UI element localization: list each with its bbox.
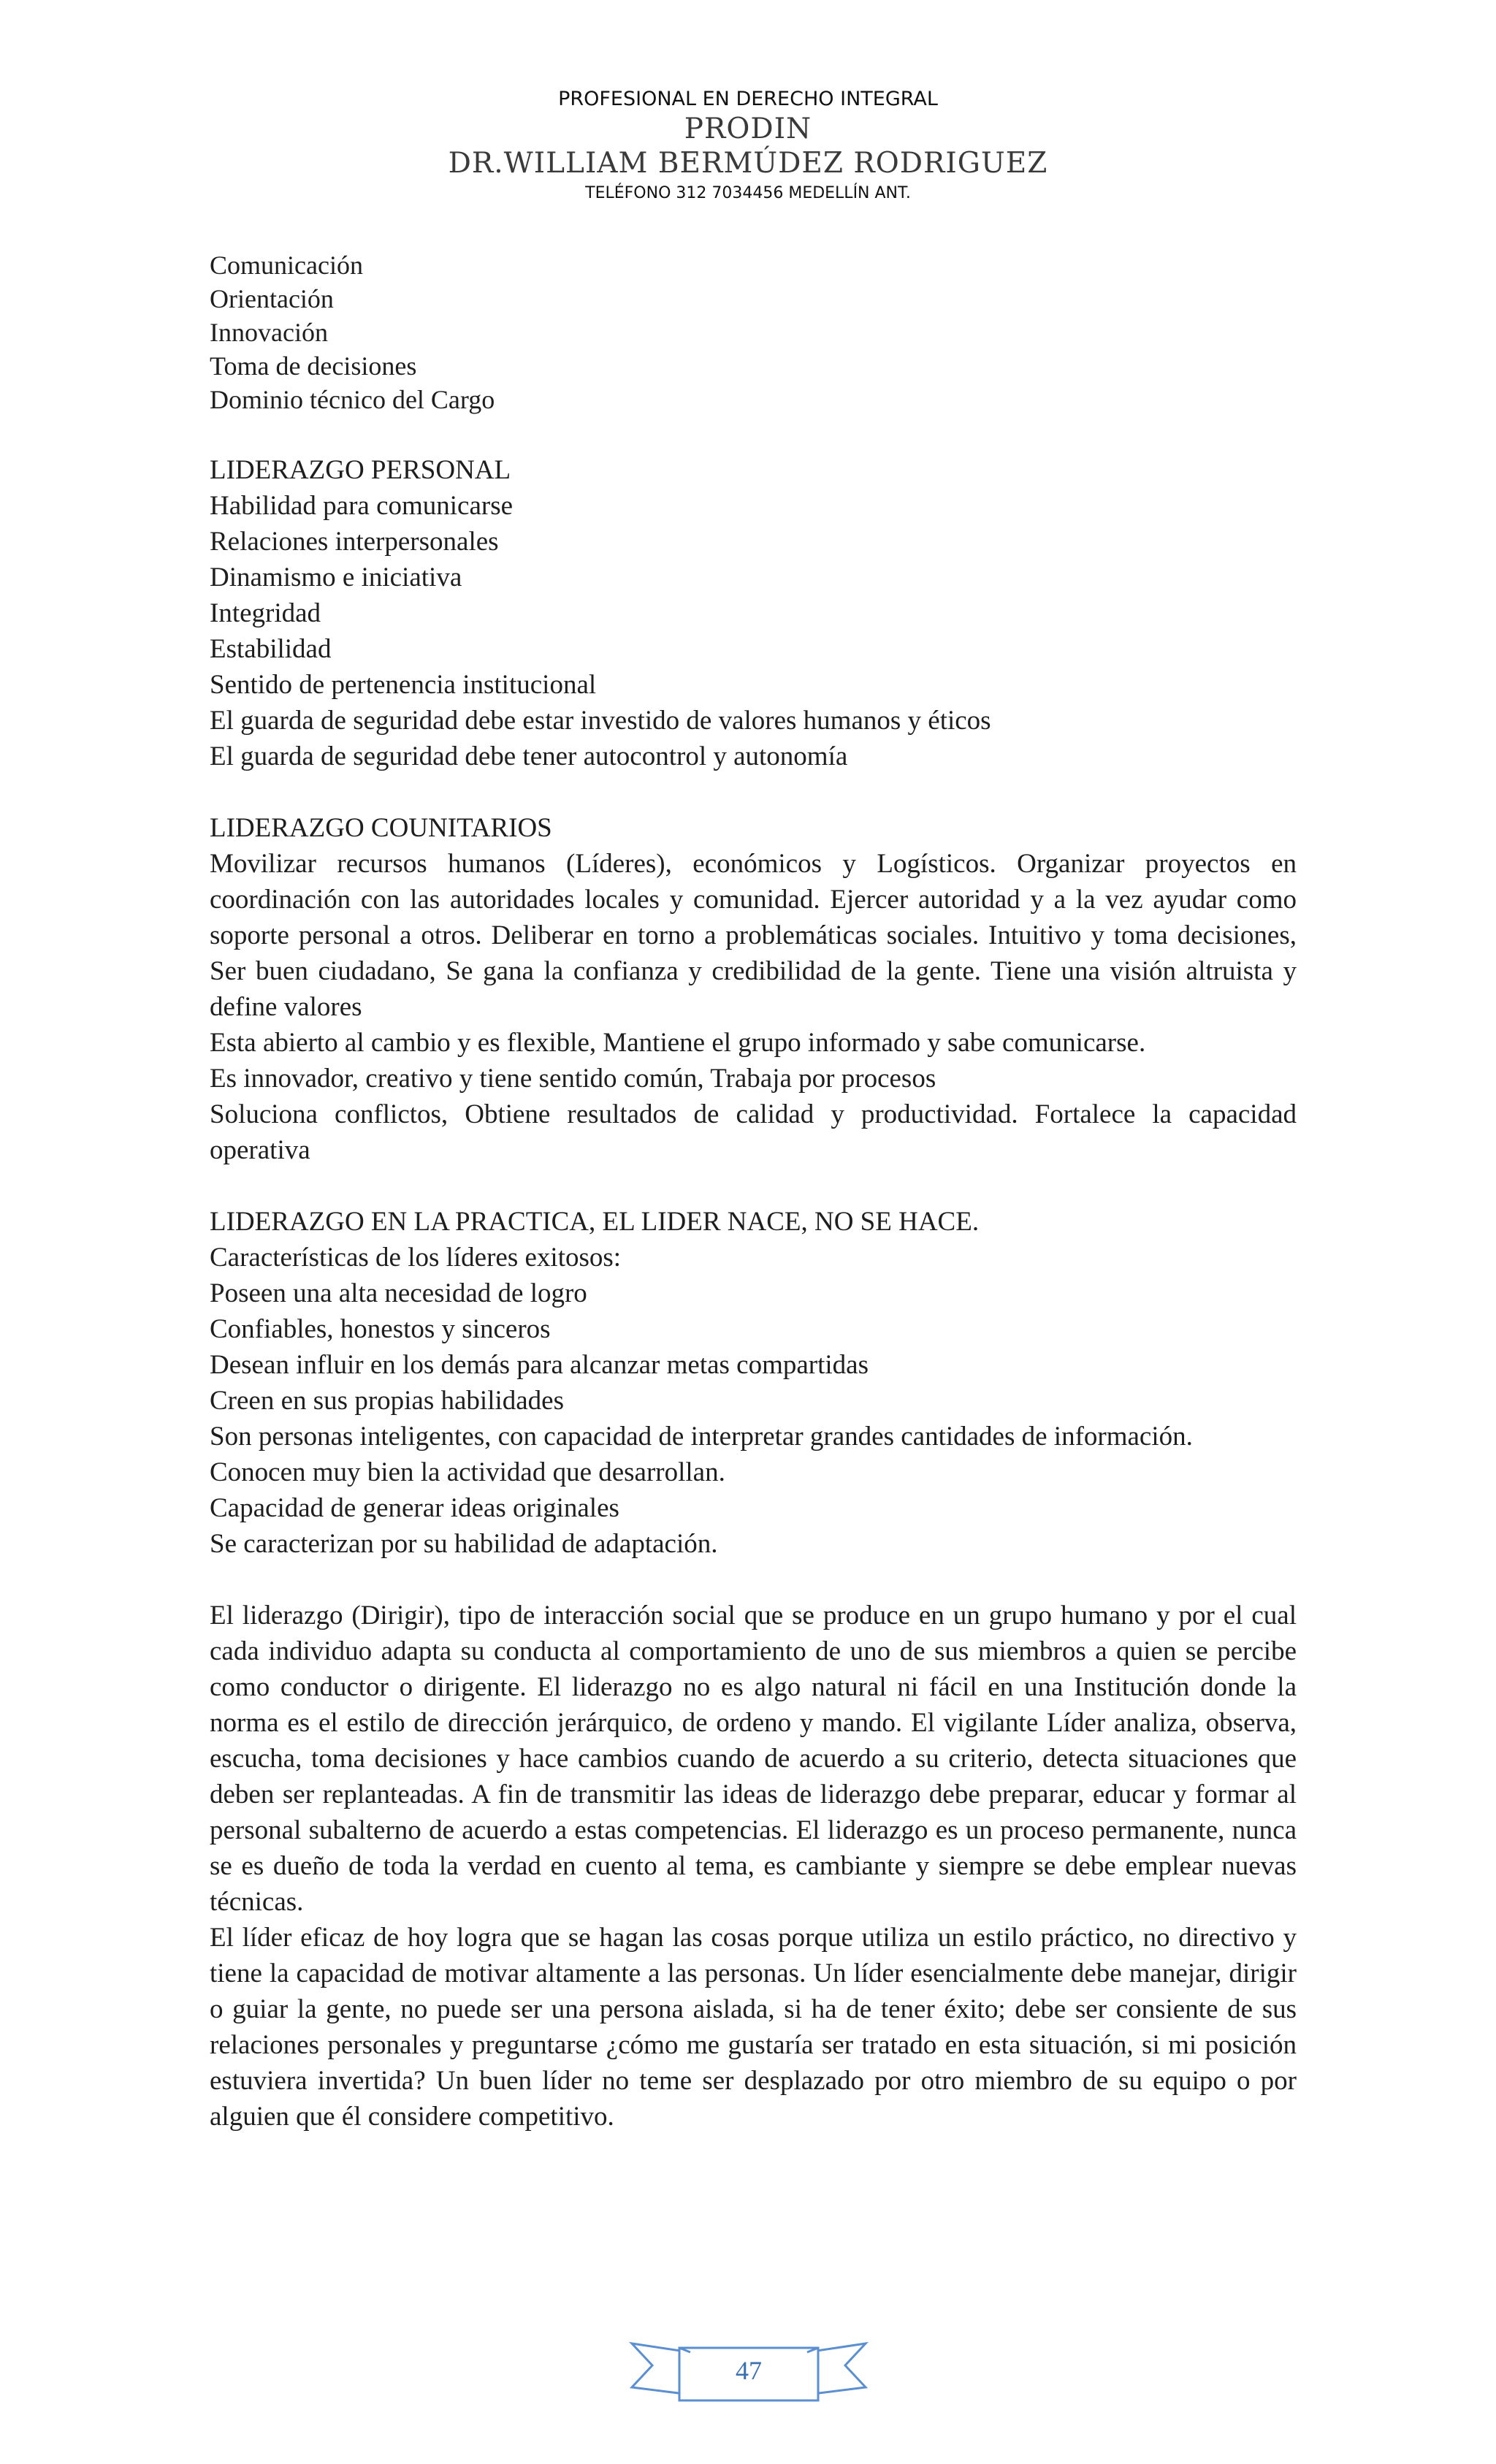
list-item: Se caracterizan por su habilidad de adaptación. (210, 1529, 718, 1559)
header-phone: TELÉFONO 312 7034456 MEDELLÍN ANT. (585, 184, 911, 202)
list-item: El guarda de seguridad debe estar investido de valores humanos y éticos (210, 706, 991, 736)
section-title: LIDERAZGO PERSONAL (210, 455, 511, 485)
list-item: Características de los líderes exitosos: (210, 1243, 622, 1273)
intro-list (210, 248, 1297, 416)
list-item: Estabilidad (210, 634, 332, 664)
paragraph: Esta abierto al cambio y es flexible, Mantiene el grupo informado y sabe comunicarse. (210, 1028, 1146, 1058)
header-firm-name: PROFESIONAL EN DERECHO INTEGRAL (558, 88, 938, 110)
page-header (0, 86, 1496, 206)
intro-item: Dominio técnico del Cargo (210, 385, 495, 414)
list-item: Sentido de pertenencia institucional (210, 670, 597, 700)
list-item: Relaciones interpersonales (210, 527, 499, 557)
list-item: Capacidad de generar ideas originales (210, 1493, 619, 1523)
paragraph: Es innovador, creativo y tiene sentido común, Trabaja por procesos (210, 1064, 936, 1094)
section-title: LIDERAZGO EN LA PRACTICA, EL LIDER NACE, NO SE HACE. (210, 1207, 980, 1237)
intro-item: Comunicación (210, 251, 363, 280)
list-item: Desean influir en los demás para alcanzar metas compartidas (210, 1350, 869, 1380)
list-item: Habilidad para comunicarse (210, 491, 514, 521)
section-liderazgo-comunitarios (210, 810, 1297, 1168)
list-item: Son personas inteligentes, con capacidad de interpretar grandes cantidades de información. (210, 1422, 1193, 1452)
paragraph: Movilizar recursos humanos (Líderes), económicos y Logísticos. Organizar proyectos en coordinación con las autoridades locales y comunidad. Ejercer autoridad y a la vez ayudar como soporte personal a otros. Deliberar en torno a problemáticas sociales. Intuitivo y toma decisiones, Ser buen ciudadano, Se gana la confianza y credibilidad de la gente. Tiene una visión altruista y define valores (210, 849, 1297, 1022)
paragraph: El liderazgo (Dirigir), tipo de interacción social que se produce en un grupo humano y por el cual cada individuo adapta su conducta al comportamiento de uno de sus miembros a quien se percibe como conductor o dirigente. El liderazgo no es algo natural ni fácil en una Institución donde la norma es el estilo de dirección jerárquico, de ordeno y mando. El vigilante Líder analiza, observa, escucha, toma decisiones y hace cambios cuando de acuerdo a su criterio, detecta situaciones que deben ser replanteadas. A fin de transmitir las ideas de liderazgo debe preparar, educar y formar al personal subalterno de acuerdo a estas competencias. El liderazgo es un proceso permanente, nunca se es dueño de toda la verdad en cuento al tema, es cambiante y siempre se debe emplear nuevas técnicas. (210, 1601, 1297, 1917)
list-item: Creen en sus propias habilidades (210, 1386, 564, 1416)
header-author: DR.WILLIAM BERMÚDEZ RODRIGUEZ (448, 147, 1048, 180)
paragraph: El líder eficaz de hoy logra que se hagan las cosas porque utiliza un estilo práctico, no directivo y tiene la capacidad de motivar altamente a las personas. Un líder esencialmente debe manejar, dirigir o guiar la gente, no puede ser una persona aislada, si ha de tener éxito; debe ser consiente de sus relaciones personales y preguntarse ¿cómo me gustaría ser tratado en esta situación, si mi posición estuviera invertida? Un buen líder no teme ser desplazado por otro miembro de su equipo o por alguien que él considere competitivo. (210, 1923, 1297, 2132)
closing-section (210, 1598, 1297, 2135)
intro-item: Orientación (210, 284, 334, 313)
list-item: Dinamismo e iniciativa (210, 562, 462, 592)
list-item: El guarda de seguridad debe tener autocontrol y autonomía (210, 741, 848, 771)
intro-item: Innovación (210, 318, 328, 347)
header-acronym: PRODIN (684, 112, 812, 145)
section-liderazgo-practica (210, 1204, 1297, 1562)
document-body (210, 248, 1297, 2135)
intro-item: Toma de decisiones (210, 351, 417, 381)
list-item: Conocen muy bien la actividad que desarrollan. (210, 1457, 725, 1487)
paragraph: Soluciona conflictos, Obtiene resultados de calidad y productividad. Fortalece la capacidad operativa (210, 1099, 1297, 1165)
list-item: Confiables, honestos y sinceros (210, 1314, 551, 1344)
page-number: 47 (736, 2356, 762, 2385)
section-title: LIDERAZGO COUNITARIOS (210, 813, 552, 843)
section-liderazgo-personal (210, 452, 1297, 774)
page-footer (625, 2336, 873, 2406)
list-item: Integridad (210, 598, 321, 628)
list-item: Poseen una alta necesidad de logro (210, 1278, 587, 1308)
